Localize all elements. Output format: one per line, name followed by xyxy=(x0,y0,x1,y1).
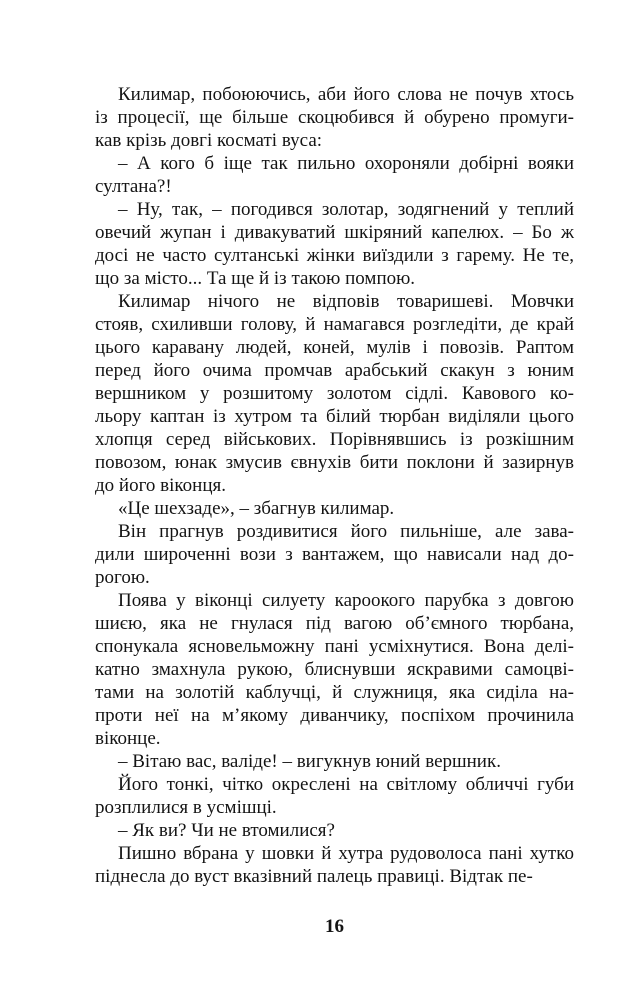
paragraph xyxy=(95,750,574,773)
text-line: льору каптан із хутром та білий тюрбан виділяли цього xyxy=(95,406,574,427)
paragraph xyxy=(95,842,574,888)
text-line: піднесла до вуст вказівний палець правиці. Відтак пе- xyxy=(95,866,533,887)
text-line: розплилися в усмішці. xyxy=(95,797,277,818)
text-line: із процесії, ще більше скоцюбився й обурено промуги- xyxy=(95,107,574,128)
text-line: стояв, схиливши голову, й намагався розгледіти, де край xyxy=(95,314,574,335)
text-line: вершником у розшитому золотом сідлі. Кавового ко- xyxy=(95,383,574,404)
paragraph xyxy=(95,773,574,819)
text-line: овечий жупан і дивакуватий шкіряний капелюх. – Бо ж xyxy=(95,222,574,243)
text-line: – Вітаю вас, валіде! – вигукнув юний вершник. xyxy=(118,751,501,772)
paragraph xyxy=(95,198,574,290)
text-line: султана?! xyxy=(95,176,172,197)
text-line: хлопця серед військових. Порівнявшись із розкішним xyxy=(95,429,574,450)
paragraph xyxy=(95,497,574,520)
text-line: до його віконця. xyxy=(95,475,226,496)
text-line: катно змахнула рукою, блиснувши яскравими самоцві- xyxy=(95,659,574,680)
text-line: перед його очима промчав арабський скакун з юним xyxy=(95,360,574,381)
text-line: що за місто... Та ще й із такою помпою. xyxy=(95,268,416,289)
text-line: тами на золотій каблучці, й служниця, яка сиділа на- xyxy=(95,682,574,703)
paragraph xyxy=(95,83,574,152)
text-line: Він прагнув роздивитися його пильніше, але зава- xyxy=(118,521,574,542)
text-line: – А кого б іще так пильно охороняли добірні вояки xyxy=(118,153,574,174)
text-line: кав крізь довгі косматі вуса: xyxy=(95,130,323,151)
paragraph xyxy=(95,819,574,842)
text-line: досі не часто султанські жінки виїздили з гарему. Не те, xyxy=(95,245,574,266)
text-line: проти неї на м’якому диванчику, поспіхом прочинила xyxy=(95,705,574,726)
text-line: Килимар нічого не відповів товаришеві. Мовчки xyxy=(118,291,574,312)
text-line: шиєю, яка не гнулася під вагою об’ємного тюрбана, xyxy=(95,613,574,634)
text-line: цього каравану людей, коней, мулів і повозів. Раптом xyxy=(95,337,574,358)
text-line: Його тонкі, чітко окреслені на світлому обличчі губи xyxy=(118,774,574,795)
text-line: віконце. xyxy=(95,728,161,749)
text-line: рогою. xyxy=(95,567,150,588)
text-line: дили широченні вози з вантажем, що нависали над до- xyxy=(95,544,574,565)
paragraph xyxy=(95,290,574,497)
paragraph xyxy=(95,589,574,750)
paragraph xyxy=(95,152,574,198)
text-line: «Це шехзаде», – збагнув килимар. xyxy=(118,498,395,519)
text-line: Пишно вбрана у шовки й хутра рудоволоса пані хутко xyxy=(118,843,574,864)
paragraph xyxy=(95,520,574,589)
text-line: – Ну, так, – погодився золотар, зодягнений у теплий xyxy=(118,199,574,220)
page-number: 16 xyxy=(325,916,344,937)
text-line: повозом, юнак змусив євнухів бити поклони й зазирнув xyxy=(95,452,574,473)
text-line: – Як ви? Чи не втомилися? xyxy=(118,820,335,841)
text-line: спонукала ясновельможну пані усміхнутися. Вона делі- xyxy=(95,636,574,657)
text-line: Поява у віконці силуету кароокого парубка з довгою xyxy=(118,590,574,611)
text-line: Килимар, побоюючись, аби його слова не почув хтось xyxy=(118,84,574,105)
page-text xyxy=(95,83,574,888)
